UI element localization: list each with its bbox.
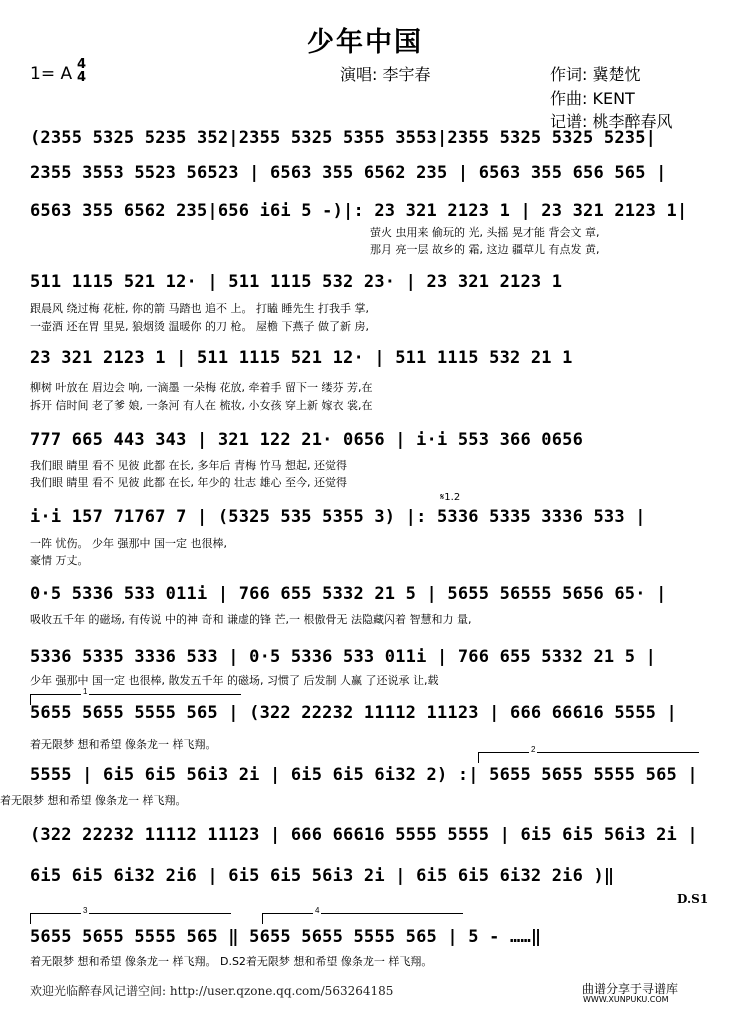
lyric-line: 少年 强那中 国一定 也很棒, 散发五千年 的磁场, 习惯了 后发制 人赢 了还说承 让,载 <box>30 674 439 687</box>
ds1-mark: D.S1 <box>677 892 709 906</box>
song-title: 少年中国 <box>307 27 423 58</box>
notation-row: (2355 5325 5235 352|2355 5325 5355 3553|2355 5325 5325 5235| <box>30 128 657 148</box>
lyric-line: 跟晨风 绕过梅 花桩, 你的箭 马踏也 追不 上。 打瞌 睡先生 打我手 掌, <box>30 302 369 315</box>
lyric-line: 吸收五千年 的磁场, 有传说 中的神 奇和 谦虚的锋 芒,一 根傲骨无 法隐藏闪着 智慧和力 量, <box>30 613 472 626</box>
notation-row: 23 321 2123 1 | 511 1115 521 12· | 511 1115 532 21 1 <box>30 348 573 368</box>
lyric-line: 柳树 叶放在 眉边会 响, 一滴墨 一朵梅 花放, 牵着手 留下一 缕芬 芳,在 <box>30 381 373 394</box>
volta-bracket-3: 3 <box>30 913 231 924</box>
site-watermark: 曲谱分享于寻谱库 <box>582 982 679 996</box>
key-signature: 1= A <box>30 64 73 84</box>
transcriber: 记谱: 桃李醉春风 <box>550 112 673 131</box>
lyric-line: 豪情 万丈。 <box>30 554 89 567</box>
notation-row: 5555 | 6i5 6i5 56i3 2i | 6i5 6i5 6i32 2) :| 5655 5655 5555 565 | <box>30 765 698 785</box>
notation-row: 777 665 443 343 | 321 122 21· 0656 | i·i 553 366 0656 <box>30 430 584 450</box>
time-signature <box>77 58 86 84</box>
lyric-line: 着无限梦 想和希望 像条龙一 样飞翔。 <box>30 738 217 751</box>
singer: 演唱: 李宇春 <box>340 65 431 84</box>
time-signature-bottom: 4 <box>77 70 87 85</box>
volta-bracket-2: 2 <box>478 752 699 763</box>
lyric-line: 萤火 虫用来 偷玩的 光, 头摇 晃才能 背会文 章, <box>370 226 600 239</box>
lyric-line: 一阵 忧伤。 少年 强那中 国一定 也很棒, <box>30 537 227 550</box>
segno-mark: 𝄋1.2 <box>440 492 461 503</box>
footer-text: 欢迎光临醉春风记谱空间: http://user.qzone.qq.com/563264185 <box>30 984 394 998</box>
notation-row: i·i 157 71767 7 | (5325 535 5355 3) |: 5336 5335 3336 533 | <box>30 507 646 527</box>
lyric-line: 我们眼 睛里 看不 见彼 此都 在长, 年少的 壮志 雄心 至今, 还觉得 <box>30 476 347 489</box>
notation-row: 6563 355 6562 235|656 i6i 5 -)|: 23 321 2123 1 | 23 321 2123 1| <box>30 201 688 221</box>
lyric-line: 着无限梦 想和希望 像条龙一 样飞翔。 <box>0 794 187 807</box>
notation-row: 5655 5655 5555 565 | (322 22232 11112 11123 | 666 66616 5555 | <box>30 703 677 723</box>
notation-row: 2355 3553 5523 56523 | 6563 355 6562 235 | 6563 355 656 565 | <box>30 163 667 183</box>
notation-row: 0·5 5336 533 011i | 766 655 5332 21 5 | 5655 56555 5656 65· | <box>30 584 667 604</box>
volta-bracket-4: 4 <box>262 913 463 924</box>
notation-row: 6i5 6i5 6i32 2i6 | 6i5 6i5 56i3 2i | 6i5 6i5 6i32 2i6 )‖ <box>30 866 615 886</box>
volta-bracket-1: 1 <box>30 694 241 705</box>
notation-row: (322 22232 11112 11123 | 666 66616 5555 5555 | 6i5 6i5 56i3 2i | <box>30 825 698 845</box>
lyric-line: 拆开 信时间 老了爹 娘, 一条河 有人在 梳妆, 小女孩 穿上新 嫁衣 裳,在 <box>30 399 373 412</box>
notation-row: 511 1115 521 12· | 511 1115 532 23· | 23 321 2123 1 <box>30 272 563 292</box>
lyric-line: 一壶酒 还在胃 里晃, 狼烟烫 温暖你 的刀 枪。 屋檐 下燕子 做了新 房, <box>30 320 369 333</box>
lyric-line: 我们眼 睛里 看不 见彼 此都 在长, 多年后 青梅 竹马 想起, 还觉得 <box>30 459 347 472</box>
notation-row: 5655 5655 5555 565 ‖ 5655 5655 5555 565 | 5 - ……‖ <box>30 927 542 947</box>
lyric-line: 那月 亮一层 故乡的 霜, 这边 疆草儿 有点发 黄, <box>370 243 600 256</box>
lyricist: 作词: 冀楚忱 <box>550 65 641 84</box>
composer: 作曲: KENT <box>550 89 635 108</box>
notation-row: 5336 5335 3336 533 | 0·5 5336 533 011i | 766 655 5332 21 5 | <box>30 647 657 667</box>
site-url: WWW.XUNPUKU.COM <box>583 995 669 1004</box>
time-signature-top: 4 <box>77 57 87 72</box>
lyric-line: 着无限梦 想和希望 像条龙一 样飞翔。 D.S2着无限梦 想和希望 像条龙一 样飞翔。 <box>30 955 433 968</box>
